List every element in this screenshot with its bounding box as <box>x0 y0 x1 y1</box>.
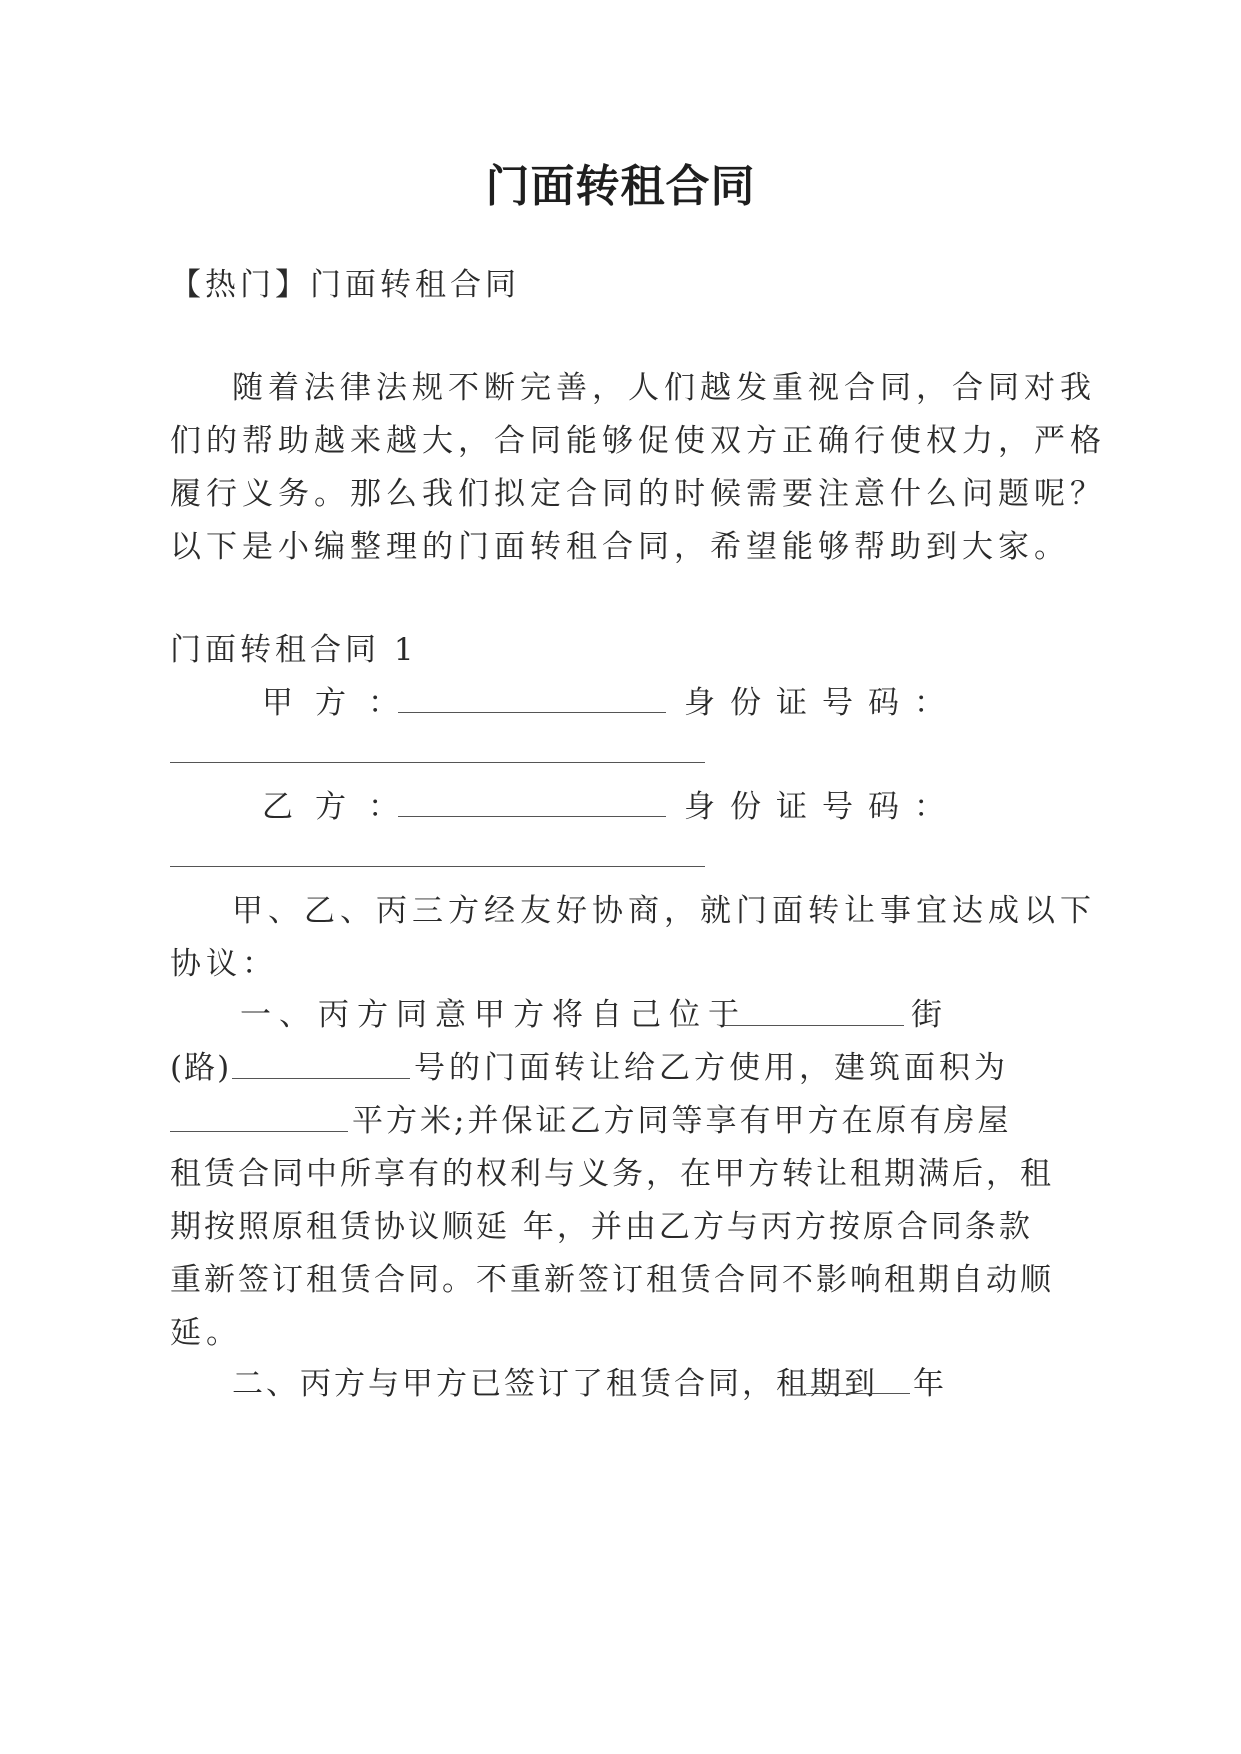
number-blank <box>232 1078 410 1079</box>
clause1-line-7: 延。 <box>170 1315 242 1351</box>
area-blank <box>170 1131 348 1132</box>
party-a-id-label: 身 份 证 号 码 ： <box>684 685 945 721</box>
party-b-label: 乙 方 ： <box>262 789 399 825</box>
party-a-name-blank <box>398 712 666 713</box>
term-year-blank <box>806 1393 910 1394</box>
document-title: 门面转租合同 <box>485 161 756 212</box>
intro-line-3: 履行义务。那么我们拟定合同的时候需要注意什么问题呢？ <box>170 476 1106 512</box>
intro-line-2: 们的帮助越来越大，合同能够促使双方正确行使权力，严格 <box>170 423 1106 459</box>
clause2-line-1: 二、丙方与甲方已签订了租赁合同，租期到 <box>232 1366 878 1402</box>
clause1-line-3-end: 平方米;并保证乙方同等享有甲方在原有房屋 <box>352 1103 1012 1139</box>
party-b-id-blank <box>170 866 705 867</box>
agreement-line-2: 协议： <box>170 946 278 982</box>
clause1-line-2-end: 号的门面转让给乙方使用，建筑面积为 <box>414 1050 1009 1086</box>
party-b-id-label: 身 份 证 号 码 ： <box>684 789 945 825</box>
clause1-line-4: 租赁合同中所享有的权利与义务，在甲方转让租期满后，租 <box>170 1156 1054 1192</box>
clause1-line-5: 期按照原租赁协议顺延 年，并由乙方与丙方按原合同条款 <box>170 1209 1033 1245</box>
clause1-line-1: 一 、 丙 方 同 意 甲 方 将 自 己 位 于 <box>240 997 739 1033</box>
clause1-road-word: (路) <box>170 1050 232 1086</box>
party-a-label: 甲 方 ： <box>262 685 399 721</box>
agreement-line-1: 甲、乙、丙三方经友好协商，就门面转让事宜达成以下 <box>232 893 1096 929</box>
intro-line-4: 以下是小编整理的门面转租合同，希望能够帮助到大家。 <box>170 529 1070 565</box>
clause1-line-6: 重新签订租赁合同。不重新签订租赁合同不影响租期自动顺 <box>170 1262 1054 1298</box>
clause1-street-word: 街 <box>911 997 947 1033</box>
street-blank <box>724 1025 904 1026</box>
document-subtitle: 【热门】门面转租合同 <box>170 267 520 303</box>
section-heading: 门面转租合同 1 <box>170 632 418 668</box>
party-b-name-blank <box>398 816 666 817</box>
intro-line-1: 随着法律法规不断完善，人们越发重视合同，合同对我 <box>232 370 1096 406</box>
party-a-id-blank <box>170 762 705 763</box>
clause2-year-word: 年 <box>913 1366 949 1402</box>
